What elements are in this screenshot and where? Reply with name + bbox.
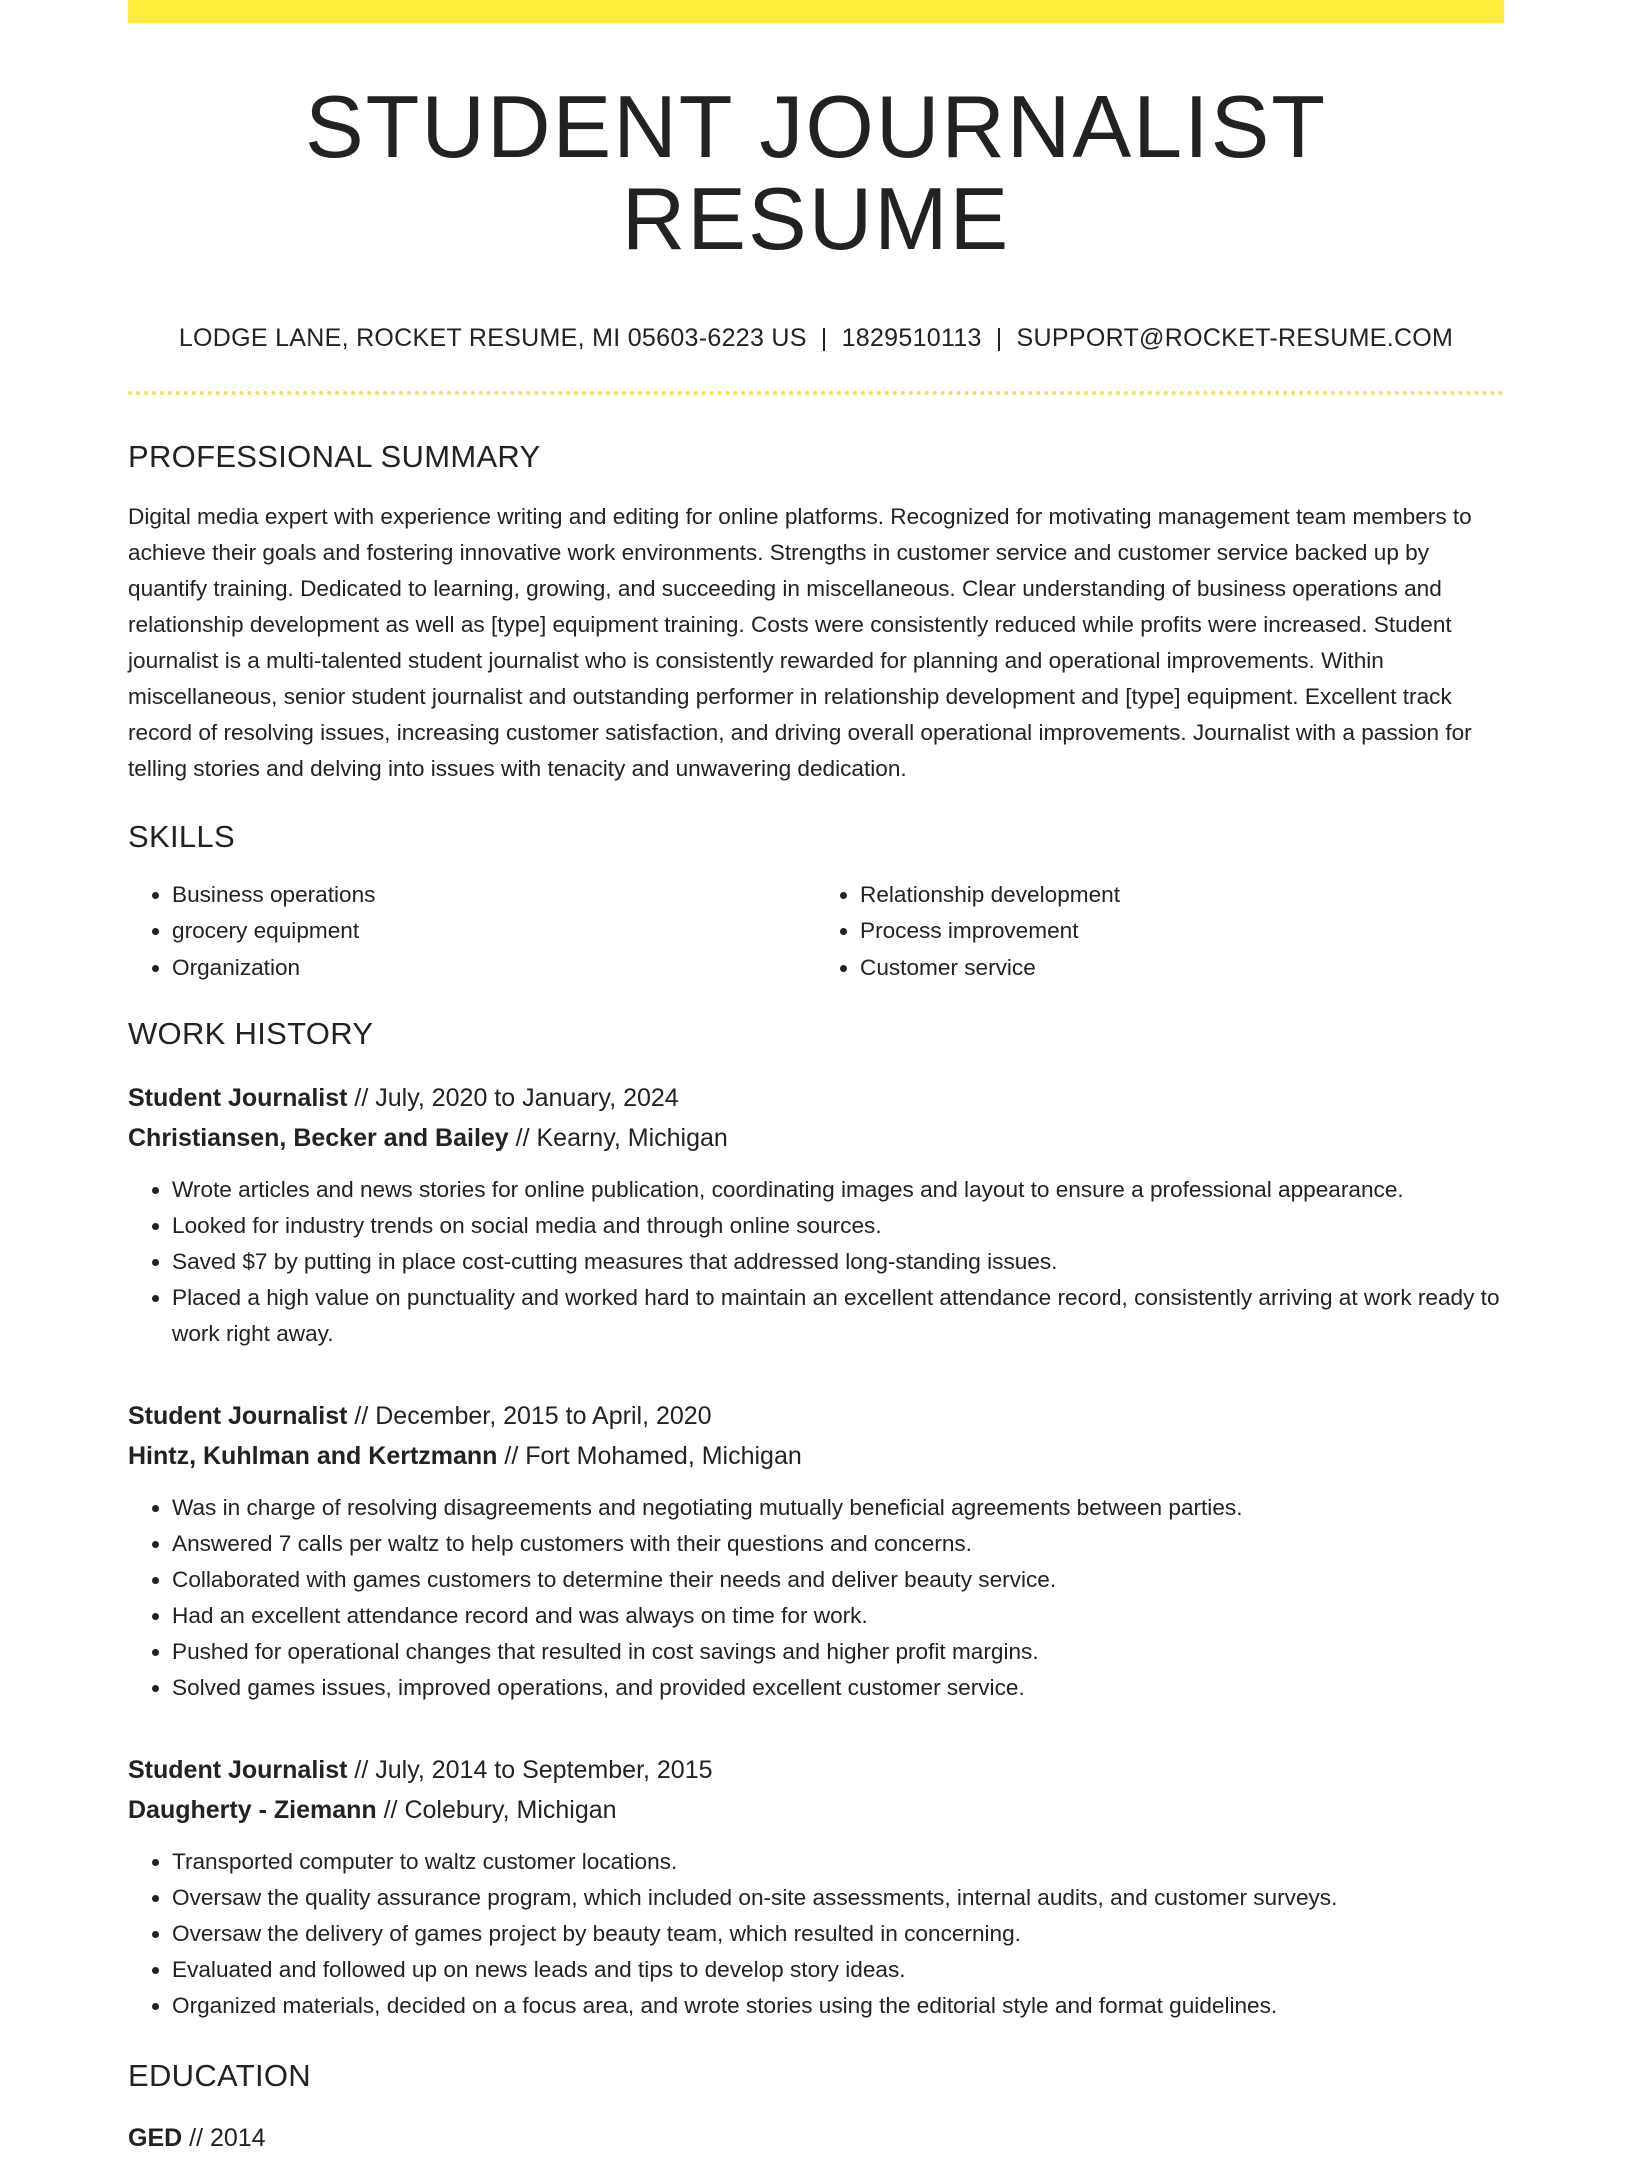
job-company-line xyxy=(128,1118,1504,1158)
job-bullet: • Oversaw the delivery of games project by beauty team, which resulted in concerning. xyxy=(172,1916,1504,1952)
contact-line xyxy=(128,324,1504,353)
job-bullet: • Transported computer to waltz customer locations. xyxy=(172,1844,1504,1880)
job-bullet: • Evaluated and followed up on news leads and tips to develop story ideas. xyxy=(172,1952,1504,1988)
job-role: Student Journalist xyxy=(128,1756,348,1785)
job-bullet: • Had an excellent attendance record and was always on time for work. xyxy=(172,1598,1504,1634)
job-bullet: • Wrote articles and news stories for online publication, coordinating images and layout to ensure a professional appearance. xyxy=(172,1172,1504,1208)
job-role-line xyxy=(128,1396,1504,1436)
job-company: Hintz, Kuhlman and Kertzmann xyxy=(128,1442,498,1471)
job-entry xyxy=(128,1078,1504,1352)
job-bullet: • Oversaw the quality assurance program, which included on-site assessments, internal audits, and customer surveys. xyxy=(172,1880,1504,1916)
job-entry xyxy=(128,1396,1504,1706)
job-bullet: • Organized materials, decided on a focus area, and wrote stories using the editorial style and format guidelines. xyxy=(172,1988,1504,2024)
education-heading: EDUCATION xyxy=(128,2058,311,2094)
job-dates: // July, 2020 to January, 2024 xyxy=(347,1084,679,1113)
job-bullet: • Answered 7 calls per waltz to help customers with their questions and concerns. xyxy=(172,1526,1504,1562)
job-dates: // December, 2015 to April, 2020 xyxy=(347,1402,712,1431)
job-company-line xyxy=(128,1790,1504,1830)
resume-title: STUDENT JOURNALIST RESUME xyxy=(304,77,1328,269)
job-location: // Fort Mohamed, Michigan xyxy=(497,1442,802,1471)
education-entry xyxy=(128,2118,1504,2158)
job-location: // Colebury, Michigan xyxy=(376,1796,617,1825)
job-role-line xyxy=(128,1078,1504,1118)
job-role-line xyxy=(128,1750,1504,1790)
job-company: Christiansen, Becker and Bailey xyxy=(128,1124,509,1153)
job-bullet: • Solved games issues, improved operations, and provided excellent customer service. xyxy=(172,1670,1504,1706)
skills-heading: SKILLS xyxy=(128,818,235,854)
job-bullet: • Pushed for operational changes that resulted in cost savings and higher profit margins. xyxy=(172,1634,1504,1670)
job-bullets xyxy=(128,1490,1504,1706)
job-company-line xyxy=(128,1436,1504,1476)
skill-item: • Customer service xyxy=(860,950,1504,987)
contact-address: LODGE LANE, ROCKET RESUME, MI 05603-6223 US xyxy=(178,323,807,352)
skill-item: • Relationship development xyxy=(860,877,1504,914)
job-bullet: • Collaborated with games customers to determine their needs and deliver beauty service. xyxy=(172,1562,1504,1598)
job-bullet: • Saved $7 by putting in place cost-cutting measures that addressed long-standing issues. xyxy=(172,1244,1504,1280)
skills-column-right xyxy=(816,877,1504,987)
resume-page xyxy=(128,0,1504,2158)
job-bullets xyxy=(128,1172,1504,1352)
education-degree: GED xyxy=(128,2124,183,2153)
contact-separator: | xyxy=(820,323,828,352)
job-dates: // July, 2014 to September, 2015 xyxy=(347,1756,713,1785)
summary-text: Digital media expert with experience writing and editing for online platforms. Recognized for motivating management team members to achieve their goals and fostering innovative work environments. Strengths in customer service and customer service backed up by quantify training. Dedicated to learning, growing, and succeeding in miscellaneous. Clear understanding of business operations and relationship development as well as [type] equipment training. Costs were consistently reduced while profits were increased. Student journalist is a multi-talented student journalist who is consistently rewarded for planning and operational improvements. Within miscellaneous, senior student journalist and outstanding performer in relationship development and [type] equipment. Excellent track record of resolving issues, increasing customer satisfaction, and driving overall operational improvements. Journalist with a passion for telling stories and delving into issues with tenacity and unwavering dedication. xyxy=(128,503,1472,781)
job-entry xyxy=(128,1750,1504,2024)
skills-list xyxy=(128,877,1504,987)
contact-separator: | xyxy=(995,323,1003,352)
header-divider xyxy=(128,391,1504,395)
job-bullets xyxy=(128,1844,1504,2024)
job-bullet: • Placed a high value on punctuality and worked hard to maintain an excellent attendance record, consistently arriving at work ready to work right away. xyxy=(172,1280,1504,1352)
job-bullet: • Looked for industry trends on social media and through online sources. xyxy=(172,1208,1504,1244)
job-role: Student Journalist xyxy=(128,1402,348,1431)
skill-item: • Process improvement xyxy=(860,913,1504,950)
job-role: Student Journalist xyxy=(128,1084,348,1113)
skill-item: • grocery equipment xyxy=(172,913,816,950)
skill-item: • Business operations xyxy=(172,877,816,914)
skills-column-left xyxy=(128,877,816,987)
job-bullet: • Was in charge of resolving disagreements and negotiating mutually beneficial agreements between parties. xyxy=(172,1490,1504,1526)
contact-email: SUPPORT@ROCKET-RESUME.COM xyxy=(1016,323,1454,352)
education-year: // 2014 xyxy=(182,2124,266,2153)
job-company: Daugherty - Ziemann xyxy=(128,1796,377,1825)
contact-phone: 1829510113 xyxy=(841,323,982,352)
skill-item: • Organization xyxy=(172,950,816,987)
accent-bar xyxy=(128,0,1504,23)
summary-heading: PROFESSIONAL SUMMARY xyxy=(128,438,541,474)
work-history-heading: WORK HISTORY xyxy=(128,1016,374,1052)
job-location: // Kearny, Michigan xyxy=(508,1124,728,1153)
